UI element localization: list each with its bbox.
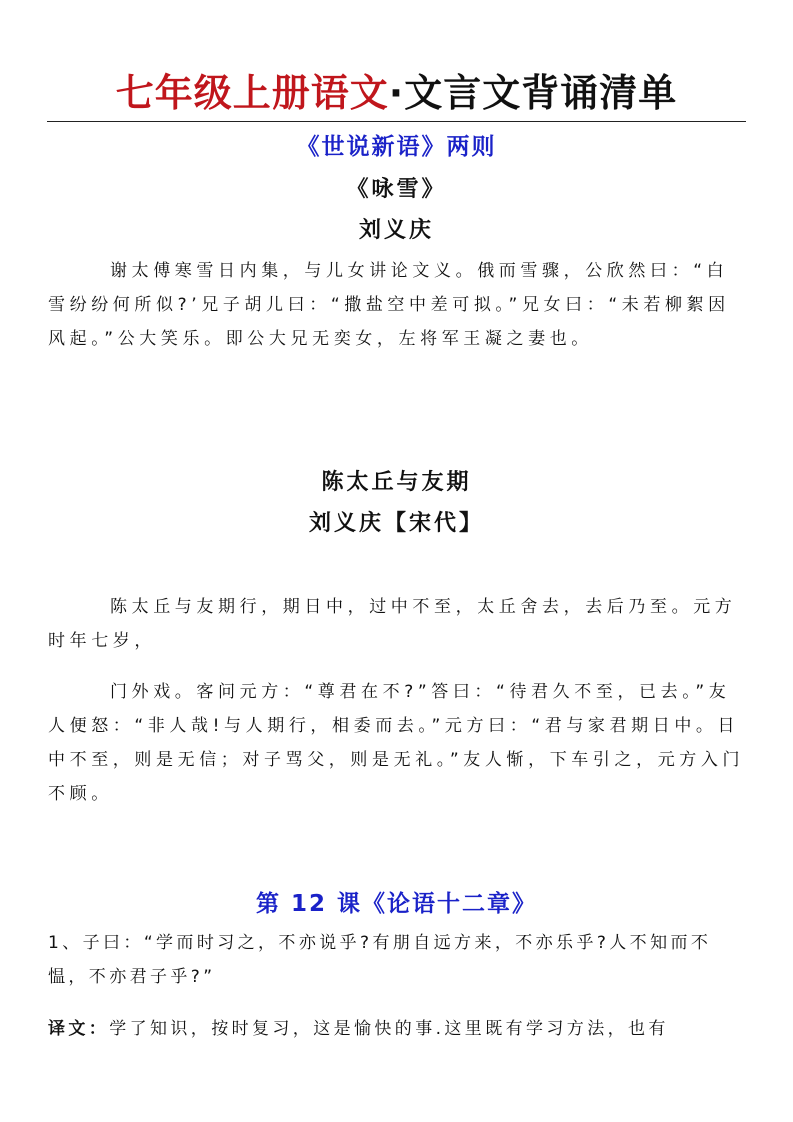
section1-body bbox=[48, 254, 748, 356]
section1-heading: 《世说新语》两则 bbox=[296, 134, 497, 160]
section2-para1-text: 陈太丘与友期行，期日中，过中不至，太丘舍去，去后乃至。元方时年七岁， bbox=[48, 597, 737, 651]
page-header bbox=[0, 62, 793, 117]
section2-para1 bbox=[48, 590, 748, 658]
translation-text: 学了知识，按时复习，这是愉快的事.这里既有学习方法，也有 bbox=[109, 1019, 669, 1039]
header-title-red: 七年级上册语文 bbox=[115, 71, 389, 115]
section2-para2-text: 门外戏。客问元方：“尊君在不?”答曰：“待君久不至，已去。”友人便怒：“非人哉!与人期行，相委而去。”元方曰：“君与家君期日中。日中不至，则是无信；对子骂父，则是无礼。”友人惭，下车引之，元方入门不顾。 bbox=[48, 682, 745, 804]
section2-title: 陈太丘与友期 bbox=[321, 470, 472, 495]
section2-author: 刘义庆【宋代】 bbox=[308, 511, 484, 536]
section1-body-text: 谢太傅寒雪日内集，与儿女讲论文义。俄而雪骤，公欣然曰：“白雪纷纷何所似?’兄子胡儿曰：“撒盐空中差可拟。”兄女曰：“未若柳絮因风起。”公大笑乐。即公大兄无奕女，左将军王凝之妻也。 bbox=[48, 261, 730, 349]
translation-label: 译文： bbox=[48, 1019, 110, 1039]
section1-title: 《咏雪》 bbox=[346, 177, 447, 202]
section3-heading: 第 12 课《论语十二章》 bbox=[255, 891, 538, 917]
header-divider bbox=[47, 121, 746, 122]
section2-para2 bbox=[48, 675, 748, 811]
header-title-dark: 文言文背诵清单 bbox=[404, 71, 678, 115]
section3-item1: 1、子曰：“学而时习之，不亦说乎?有朋自远方来，不亦乐乎?人不知而不愠，不亦君子乎?” bbox=[48, 933, 712, 987]
section1-author: 刘义庆 bbox=[358, 218, 434, 243]
section3-translation bbox=[48, 1012, 748, 1046]
header-separator: · bbox=[388, 71, 405, 115]
